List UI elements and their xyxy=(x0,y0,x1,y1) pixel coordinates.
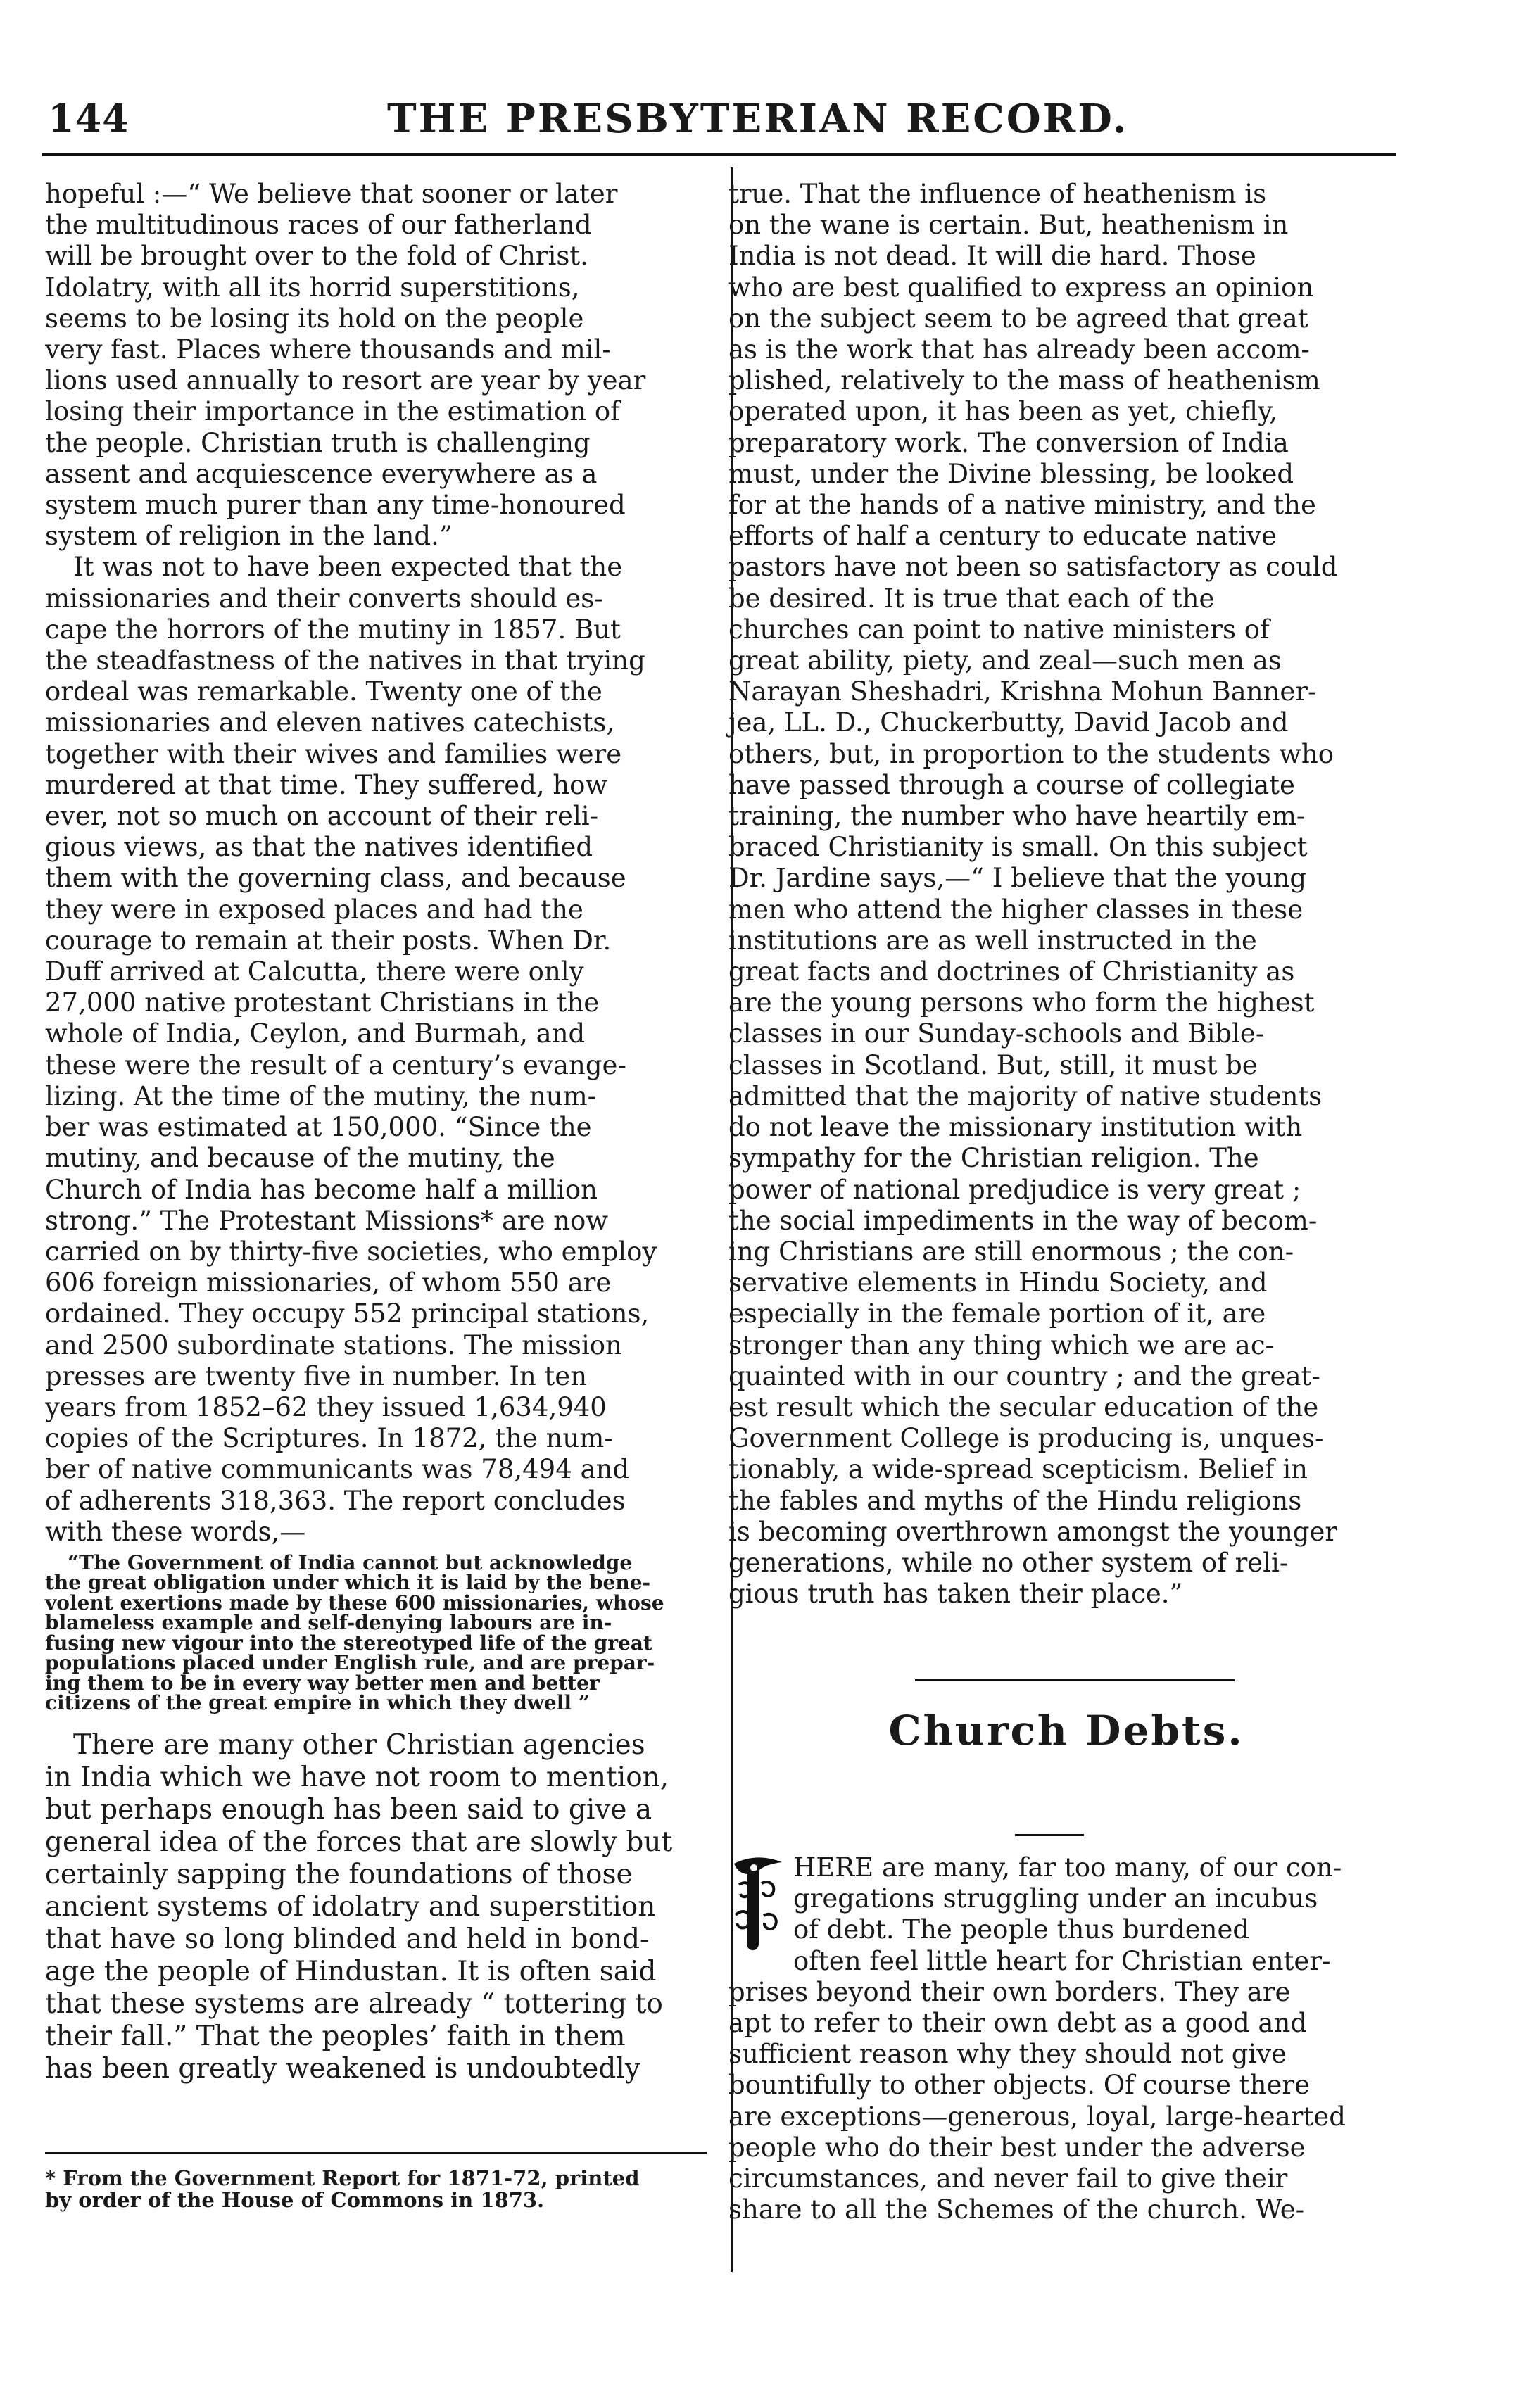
header-rule xyxy=(42,153,1396,156)
section-rule-bottom xyxy=(1015,1834,1084,1836)
right-paragraph-1: true. That the influence of heathenism is on the wane is certain. But, heathenism in India is not dead. It will die hard. Those who are best qualified to express an opinion on the subject seem to be agreed that great as is the work that has already been accom- plished, relatively to the mass of heathenism operated upon, it has been as yet, chiefly, preparatory work. The conversion of India must, under the Divine blessing, be looked for at the hands of a native ministry, and the efforts of half a century to educate native pastors have not been so satisfactory as could be desired. It is true that each of the churches can point to native ministers of great ability, piety, and zeal—such men as Narayan Sheshadri, Krishna Mohun Banner- jea, LL. D., Chuckerbutty, David Jacob and others, but, in proportion to the students who have passed through a course of collegiate training, the number who have heartily em- braced Christianity is small. On this subject Dr. Jardine says,—“ I believe that the young men who attend the higher classes in these institutions are as well instructed in the great facts and doctrines of Christianity as are the young persons who form the highest classes in our Sunday-schools and Bible- classes in Scotland. But, still, it must be admitted that the majority of native students do not leave the missionary institution with sympathy for the Christian religion. The power of national predjudice is very great ; the social impediments in the way of becom- ing Christians are still enormous ; the con- servative elements in Hindu Society, and especially in the female portion of it, are stronger than any thing which we are ac- quainted with in our country ; and the great- est result which the secular education of the Government College is producing is, unques- tionably, a wide-spread scepticism. Belief in the fables and myths of the Hindu religions is becoming overthrown amongst the younger generations, while no other system of reli- gious truth has taken their place.” xyxy=(728,179,1338,1610)
church-debts-article xyxy=(728,1852,1404,2225)
right-column xyxy=(728,179,1404,1610)
page-number: 144 xyxy=(48,96,130,141)
government-quote: “The Government of India cannot but acknowledge the great obligation under which it is laid by the bene- volent exertions made by these 600 missionaries, whose blameless example and self-denying labours are in- fusing new vigour into the stereotyped life of the great populations placed under English rule, and are prepar- ing them to be in every way better men and better citizens of the great empire in which they dwell ” xyxy=(45,1550,664,1715)
section-heading: Church Debts. xyxy=(888,1707,1244,1755)
left-paragraph-2: It was not to have been expected that the missionaries and their converts should es- cape the horrors of the mutiny in 1857. But the steadfastness of the natives in that trying ordeal was remarkable. Twenty one of the missionaries and eleven natives catechists, together with their wives and families were murdered at that time. They suffered, how ever, not so much on account of their reli- gious views, as that the natives identified them with the governing class, and because they were in exposed places and had the courage to remain at their posts. When Dr. Duff arrived at Calcutta, there were only 27,000 native protestant Christians in the whole of India, Ceylon, and Burmah, and these were the result of a century’s evange- lizing. At the time of the mutiny, the num- ber was estimated at 150,000. “Since the mutiny, and because of the mutiny, the Church of India has become half a million strong.” The Protestant Missions* are now carried on by thirty-five societies, who employ 606 foreign missionaries, of whom 550 are ordained. They occupy 552 principal stations, and 2500 subordinate stations. The mission presses are twenty five in number. In ten years from 1852–62 they issued 1,634,940 copies of the Scriptures. In 1872, the num- ber of native communicants was 78,494 and of adherents 318,363. The report concludes with these words,— xyxy=(45,552,657,1547)
section-rule-top xyxy=(915,1679,1235,1681)
church-debts-text: HERE are many, far too many, of our con- gregations struggling under an incubus of debt. The people thus burdened often feel little heart for Christian enter- prises beyond their own borders. They are apt to refer to their own debt as a good and sufficient reason why they should not give bountifully to other objects. Of course there are exceptions—generous, loyal, large-hearted people who do their best under the adverse circumstances, and never fail to give their share to all the Schemes of the church. We- xyxy=(728,1852,1346,2225)
footnote: * From the Government Report for 1871-72, printed by order of the House of Commons in 1873. xyxy=(45,2166,640,2212)
left-paragraph-3: There are many other Christian agencies in India which we have not room to mention, but perhaps enough has been said to give a general idea of the forces that are slowly but certainly sapping the foundations of those ancient systems of idolatry and superstition that have so long blinded and held in bond- age the people of Hindustan. It is often said that these systems are already “ tottering to their fall.” That the peoples’ faith in them has been greatly weakened is undoubtedly xyxy=(45,1728,673,2085)
left-paragraph-1: hopeful :—“ We believe that sooner or later the multitudinous races of our fatherland will be brought over to the fold of Christ. Idolatry, with all its horrid superstitions, seems to be losing its hold on the people very fast. Places where thousands and mil- lions used annually to resort are year by year losing their importance in the estimation of the people. Christian truth is challenging assent and acquiescence everywhere as a system much purer than any time-honoured system of religion in the land.” xyxy=(45,179,646,552)
left-column xyxy=(45,179,714,2085)
running-title: THE PRESBYTERIAN RECORD. xyxy=(387,96,1129,142)
page-header xyxy=(42,90,1394,153)
ornamental-t-icon xyxy=(728,1855,786,1952)
footnote-rule xyxy=(45,2152,707,2154)
